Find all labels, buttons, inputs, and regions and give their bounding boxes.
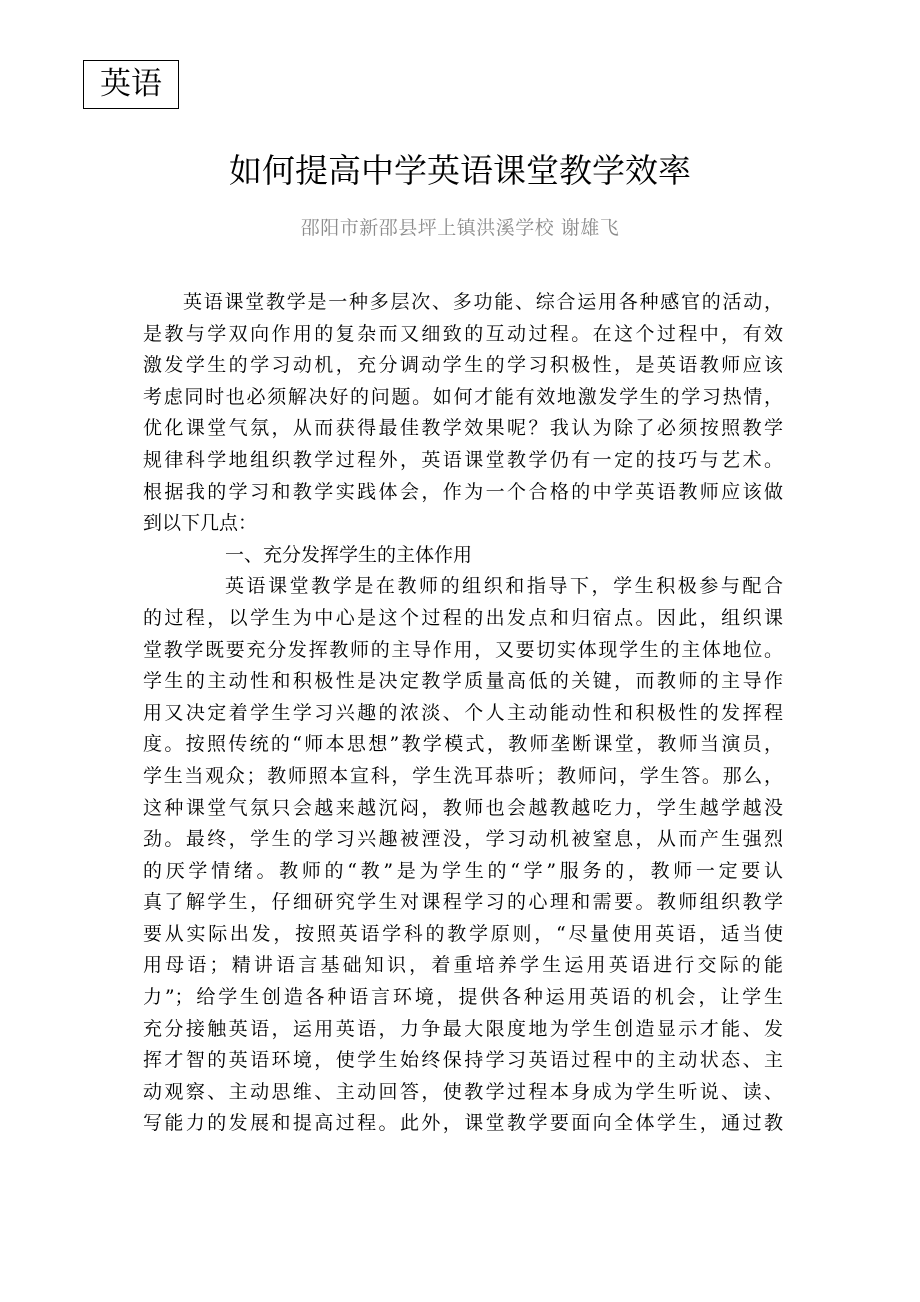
- paragraph-line: 的厌学情绪。教师的“教”是为学生的“学”服务的，教师一定要认: [143, 859, 783, 882]
- article-body: [143, 287, 783, 1140]
- paragraph-line: 英语课堂教学是一种多层次、多功能、综合运用各种感官的活动，: [183, 291, 783, 313]
- paragraph-line: 写能力的发展和提高过程。此外，课堂教学要面向全体学生，通过教: [143, 1112, 783, 1135]
- paragraph-line: 的过程，以学生为中心是这个过程的出发点和归宿点。因此，组织课: [143, 606, 783, 629]
- paragraph-line: 优化课堂气氛，从而获得最佳教学效果呢？我认为除了必须按照教学: [143, 417, 783, 440]
- paragraph-line: 英语课堂教学是在教师的组织和指导下，学生积极参与配合: [225, 575, 783, 598]
- section-heading: 一、充分发挥学生的主体作用: [225, 543, 473, 566]
- paragraph-line: 力”；给学生创造各种语言环境，提供各种运用英语的机会，让学生: [143, 986, 783, 1009]
- paragraph-line: 真了解学生，仔细研究学生对课程学习的心理和需要。教师组织教学: [143, 891, 783, 914]
- article-title: 如何提高中学英语课堂教学效率: [229, 151, 691, 190]
- paragraph-line: 充分接触英语，运用英语，力争最大限度地为学生创造显示才能、发: [143, 1017, 783, 1040]
- paragraph-line: 激发学生的学习动机，充分调动学生的学习积极性，是英语教师应该: [143, 354, 783, 377]
- paragraph-line: 动观察、主动思维、主动回答，使教学过程本身成为学生听说、读、: [143, 1080, 783, 1103]
- paragraph-line: 度。按照传统的“师本思想”教学模式，教师垄断课堂，教师当演员，: [143, 733, 783, 756]
- paragraph-line: 是教与学双向作用的复杂而又细致的互动过程。在这个过程中，有效: [143, 322, 783, 345]
- paragraph-line: 这种课堂气氛只会越来越沉闷，教师也会越教越吃力，学生越学越没: [143, 796, 783, 819]
- paragraph-line: 要从实际出发，按照英语学科的教学原则，“尽量使用英语，适当使: [143, 922, 783, 945]
- paragraph-line: 劲。最终，学生的学习兴趣被湮没，学习动机被窒息，从而产生强烈: [143, 828, 783, 851]
- paragraph-line: 考虑同时也必须解决好的问题。如何才能有效地激发学生的学习热情，: [143, 385, 783, 408]
- paragraph-line: 学生的主动性和积极性是决定教学质量高低的关键，而教师的主导作: [143, 670, 783, 693]
- paragraph-line: 规律科学地组织教学过程外，英语课堂教学仍有一定的技巧与艺术。: [143, 448, 783, 471]
- paragraph-line: 挥才智的英语环境，使学生始终保持学习英语过程中的主动状态、主: [143, 1049, 783, 1072]
- paragraph-line: 堂教学既要充分发挥教师的主导作用，又要切实体现学生的主体地位。: [143, 638, 783, 661]
- subject-tag: 英语: [83, 60, 179, 109]
- paragraph-line: 到以下几点：: [143, 512, 258, 535]
- paragraph-line: 用又决定着学生学习兴趣的浓淡、个人主动能动性和积极性的发挥程: [143, 701, 783, 724]
- paragraph-line: 用母语；精讲语言基础知识，着重培养学生运用英语进行交际的能: [143, 954, 783, 977]
- author-byline: 邵阳市新邵县坪上镇洪溪学校 谢雄飞: [300, 217, 620, 239]
- paragraph-line: 根据我的学习和教学实践体会，作为一个合格的中学英语教师应该做: [143, 480, 783, 503]
- paragraph-line: 学生当观众；教师照本宣科，学生洗耳恭听；教师问，学生答。那么，: [143, 764, 783, 787]
